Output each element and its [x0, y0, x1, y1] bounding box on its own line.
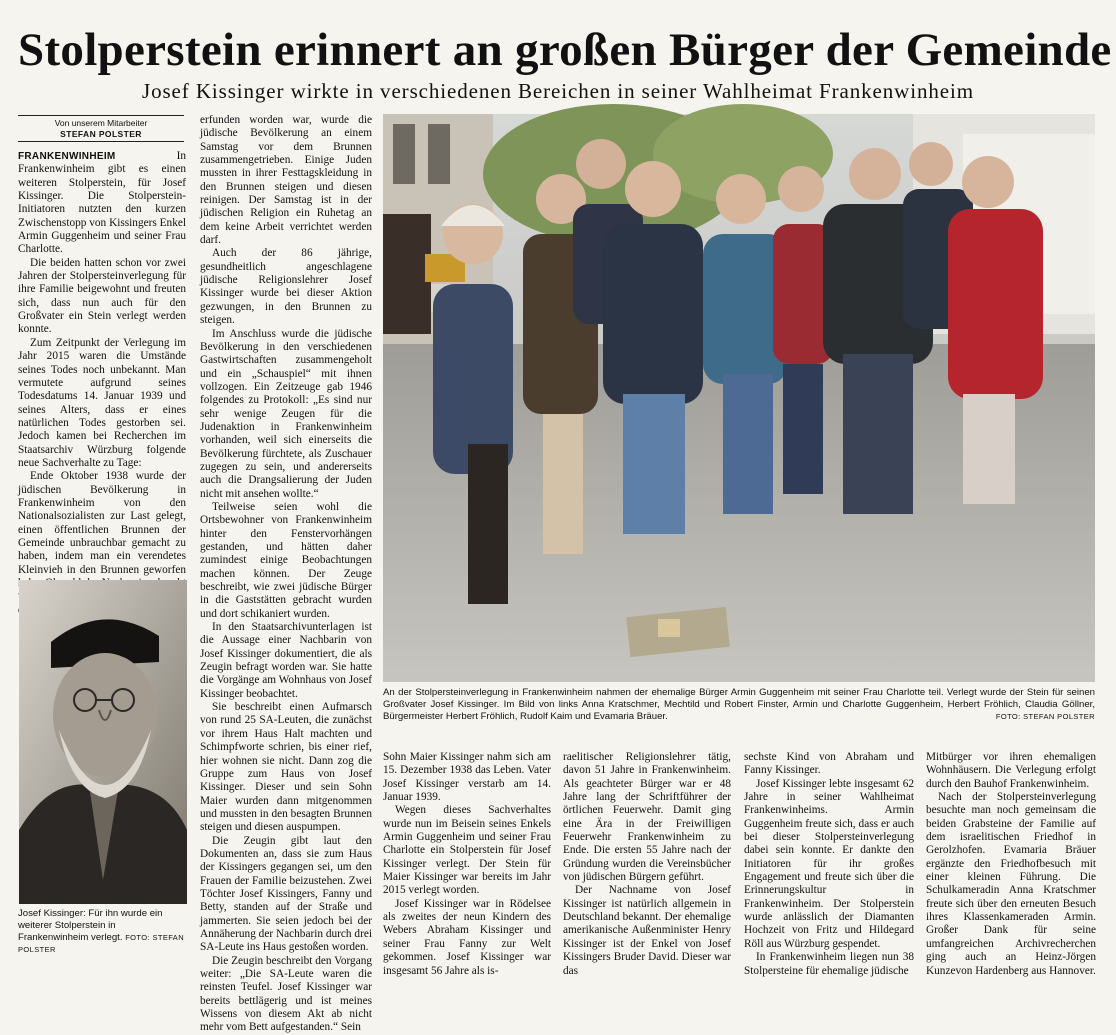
paragraph-text: In Frankenwinheim gibt es einen weiteren Stolperstein, für Josef Kissinger. Die Stolperstein-Initiatoren nutzten den kurzen Zwischenstopp von Kissingers Enkel Armin Guggenheim und seiner Frau Charlotte.	[18, 150, 186, 256]
paragraph: raelitischer Religionslehrer tätig, davon 51 Jahre in Frankenwinheim. Als geachteter Bürger war er 48 Jahre lang der Schriftführer der örtlichen Feuerwehr. Damit ging eine Ära in der Freiwilligen Feuerwehr Frankenwinheim zu Ende. Die ersten 55 Jahre nach der Gründung wurden die Vereinsbücher von jüdischen Bürgern geführt.	[563, 751, 731, 884]
paragraph: Die beiden hatten schon vor zwei Jahren der Stolpersteinverlegung für ihre Familie beigewohnt und freuten sich, dass nun auch für den Großvater ein Stein verlegt werden konnte.	[18, 256, 186, 336]
paragraph: Mitbürger vor ihren ehemaligen Wohnhäusern. Die Verlegung erfolgt durch den Bauhof Frankenwinheim.	[926, 751, 1096, 790]
paragraph: erfunden worden war, wurde die jüdische Bevölkerung an einem Samstag vor dem Brunnen zusammengetrieben. Einige Juden mussten in ihrer Festtagskleidung in den Brunnen steigen und diesen reinigen. Der Samstag ist in der jüdischen Religion ein Ruhetag an dem keine Arbeit verrichtet werden darf.	[200, 114, 372, 247]
paragraph: Teilweise seien wohl die Ortsbewohner von Frankenwinheim hinter den Fenstervorhängen gestanden, und hätten daher zumindest einige Beobachtungen machen können. Der Zeuge beschreibt, wie zwei jüdische Bürger in die Gaststätten gebracht wurden und dort schikaniert wurden.	[200, 500, 372, 620]
paragraph	[18, 150, 186, 257]
paragraph: Sie beschreibt einen Aufmarsch von rund 25 SA-Leuten, die zunächst vor ihrem Haus Halt machten und Schimpfworte schrien, bis einer rief, hier wohnen sie nicht. Dann zog die Gruppe zum Haus von Josef Kissinger. Dieser und sein Sohn Maier wurden dann mitgenommen und mussten in den besagten Brunnen steigen und diesen auspumpen.	[200, 701, 372, 834]
paragraph: Ende Oktober 1938 wurde der jüdischen Bevölkerung in Frankenwinheim von den Nationalsozialisten zur Last gelegt, einen öffentlichen Brunnen der Gemeinde unbrauchbar gemacht zu haben, indem man ein verendetes Kleinvieh in den Brunnen geworfen	[18, 470, 186, 576]
byline-author: STEFAN POLSTER	[60, 129, 142, 139]
paragraph: Auch der 86 jährige, gesundheitlich angeschlagene jüdische Religionslehrer Josef Kissinger wurde bei dieser Aktion gezwungen, in den Brunnen zu steigen.	[200, 247, 372, 327]
paragraph: Zum Zeitpunkt der Verlegung im Jahr 2015 waren die Umstände seines Todes noch unbekannt. Man vermutete aufgrund seines Todesdatums 14. Januar 1939 und seines Alters, dass er eines natürlichen Todes gestorben sei. Jedoch kamen bei Recherchen im Staatsarchiv Würzburg folgende neue Sachverhalte zu Tage:	[18, 336, 186, 469]
portrait-caption-text: Josef Kissinger: Für ihn wurde ein weiterer Stolperstein in Frankenwinheim verlegt.	[18, 908, 163, 943]
article-column-4	[563, 751, 731, 977]
paragraph: Josef Kissinger lebte insgesamt 62 Jahre in seiner Wahlheimat Frankenwinheims. Armin Guggenheim freute sich, dass er auch bei dieser Stolpersteinverlegung dabei sein konnte. Er dankte den Initiatoren für ihr großes Engagement und freute sich über die Erinnerungskultur in Frankenwinheim. Der Stolperstein wurde anlässlich der Diamanten Hochzeit von Fritz und Hildegard Röll aus Würzburg gespendet.	[744, 777, 914, 950]
group-photo-image	[383, 114, 1095, 682]
paragraph: Sohn Maier Kissinger nahm sich am 15. Dezember 1938 das Leben. Vater Josef Kissinger verstarb am 14. Januar 1939.	[383, 751, 551, 804]
headline: Stolperstein erinnert an großen Bürger der Gemeinde	[18, 24, 1112, 76]
portrait-image	[19, 580, 187, 904]
article-column-6	[926, 751, 1096, 977]
portrait-caption	[18, 908, 188, 956]
paragraph: In Frankenwinheim liegen nun 38 Stolpersteine für ehemalige jüdische	[744, 951, 914, 977]
portrait-photo	[19, 580, 187, 904]
paragraph: Im Anschluss wurde die jüdische Bevölkerung in den verschiedenen Gastwirtschaften zusammengeholt und ein „Schauspiel“ mit ihnen vollzogen. Ein Zeitzeuge gab 1946 folgendes zu Protokoll: „Es sind nur sehr wenige Zeugen für die Judenaktion in Frankenwinheim vorhanden, weil sich einerseits die Bevölkerung fürchtete, als Zuschauer zugegen zu sein, und andererseits auch die Drangsalierung der Juden nicht mit ansehen wollte.“	[200, 327, 372, 500]
paragraph: Die Zeugin gibt laut den Dokumenten an, dass sie zum Haus der Kissingers gegangen sei, um den Frauen der Familie beizustehen. Zwei Töchter Josef Kissingers, Fanny und Betty, standen auf der Straße und jammerten. Sie seien jedoch bei der Annäherung der Nachbarin durch drei SA-Leute ins Haus gestoßen worden.	[200, 834, 372, 954]
paragraph: sechste Kind von Abraham und Fanny Kissinger.	[744, 751, 914, 777]
byline-kicker: Von unserem Mitarbeiter	[54, 118, 148, 128]
group-photo	[383, 114, 1095, 682]
byline	[18, 115, 184, 142]
photo-credit: FOTO: STEFAN POLSTER	[995, 712, 1095, 721]
portrait-credit: FOTO: STEFAN POLSTER	[18, 933, 185, 954]
subheadline: Josef Kissinger wirkte in verschiedenen Bereichen in seiner Wahlheimat Frankenwinheim	[142, 79, 974, 103]
dateline: FRANKENWINHEIM	[18, 151, 116, 162]
article-column-5	[744, 751, 914, 977]
byline-rule-top	[18, 115, 184, 116]
article-column-2	[200, 114, 373, 1034]
article-column-3	[383, 751, 551, 977]
paragraph: Nach der Stolpersteinverlegung besuchte man noch gemeinsam die beiden Grabsteine der Familie auf dem israelitischen Friedhof in Gerolzhofen. Evamaria Bräuer ergänzte den Friedhofbesuch mit einer kleinen Führung. Die Schulkameradin Anna Kratschmer freute sich über den erneuten Besuch ihres Klassenkameraden Armin. Großer Dank für seine umfangreichen Archivrecherchen ging auch an Heinz-Jörgen Kunzevon Hardenberg aus Hannover.	[926, 791, 1096, 977]
paragraph: Wegen dieses Sachverhaltes wurde nun im Beisein seines Enkels Armin Guggenheim und seiner Frau Charlotte ein Stolperstein für Josef Kissinger verlegt. Der Stein für Maier Kissinger war bereits im Jahr 2015 verlegt worden.	[383, 804, 551, 897]
paragraph: Josef Kissinger war in Rödelsee als zweites der neun Kindern des Webers Abraham Kissinger und seiner Frau Fanny zur Welt gekommen. Josef Kissinger war insgesamt 56 Jahre als is-	[383, 897, 551, 977]
paragraph: Der Nachname von Josef Kissinger ist natürlich allgemein in Deutschland bekannt. Der ehemalige amerikanische Außenminister Henry Kissinger ist der Enkel von Josef Kissingers Bruder David. Dieser war das	[563, 884, 731, 977]
article-column-1	[18, 150, 186, 576]
paragraph: In den Staatsarchivunterlagen ist die Aussage einer Nachbarin von Josef Kissinger dokumentiert, die als Zeugin befragt worden war. Sie hatte die Vorgänge am Wohnhaus von Josef Kissinger beobachtet.	[200, 621, 372, 700]
byline-rule-bottom	[18, 141, 184, 142]
photo-caption-text: An der Stolpersteinverlegung in Frankenwinheim nahmen der ehemalige Bürger Armin Guggenheim mit seiner Frau Charlotte teil. Verlegt wurde der Stein für seinen Großvater Josef Kissinger. Im Bild von links Anna Kratschmer, Mechtild und Robert Finster, Armin und Charlotte Guggenheim, Herbert Fröhlich, Claudia Göllner, Bürgermeister Herbert Fröhlich, Rudolf Kaim und Evamaria Bräuer.	[383, 687, 1095, 722]
paragraph: Die Zeugin beschreibt den Vorgang weiter: „Die SA-Leute waren die reinsten Teufel. Josef Kissinger war bereits bettlägerig und ist meines Wissens von diesem Akt ab nicht mehr vom Bett aufgestanden.“ Sein	[200, 954, 373, 1034]
photo-caption	[383, 687, 1095, 723]
